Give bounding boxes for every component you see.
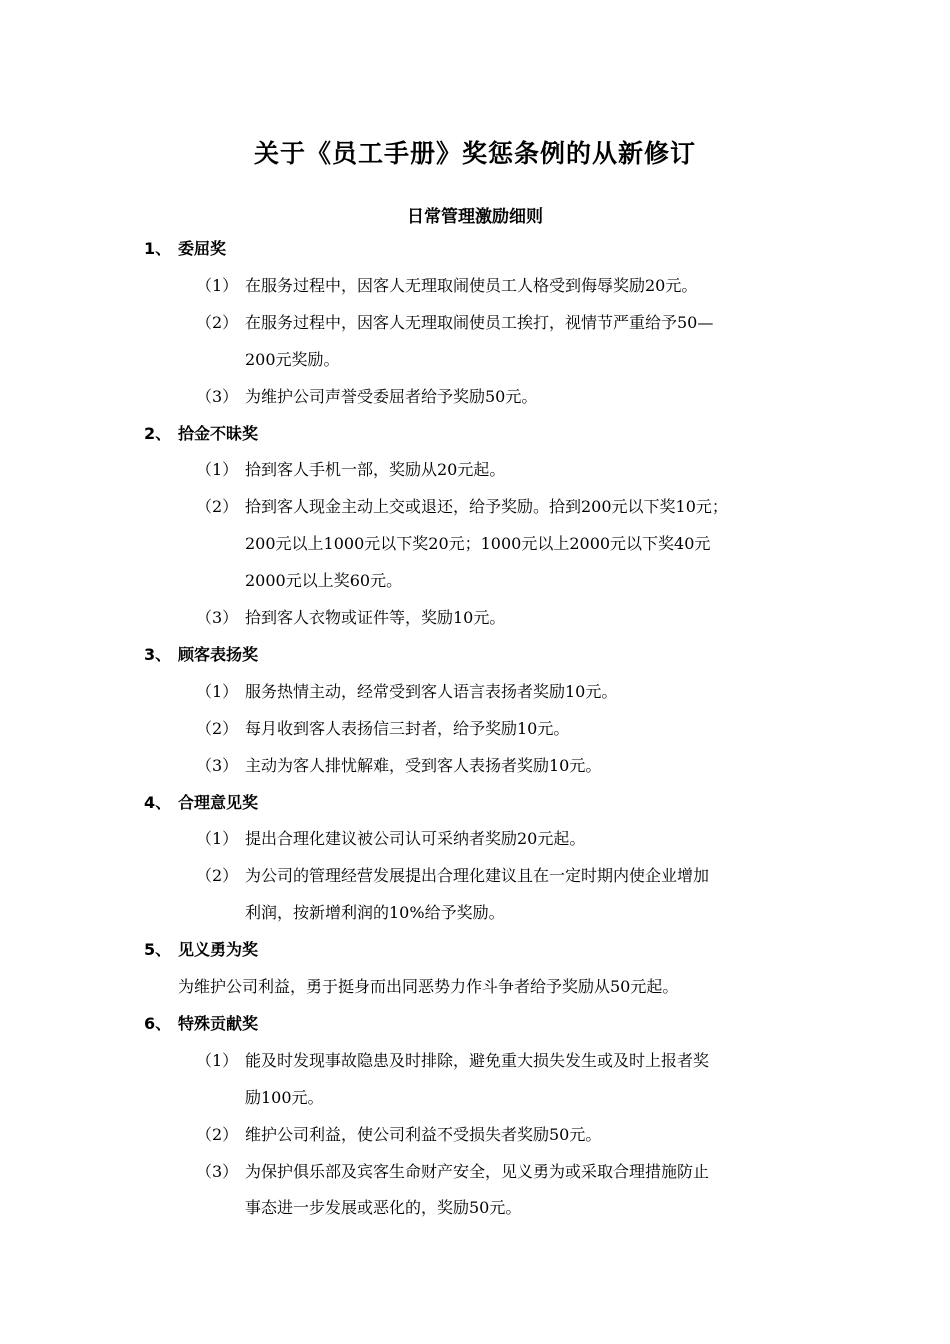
item-text-line: 200元以上1000元以下奖20元；1000元以上2000元以下奖40元 [245, 534, 711, 554]
section-heading [144, 644, 258, 666]
item-text-line: 2000元以上奖60元。 [245, 571, 403, 591]
item-marker: （1） [196, 275, 239, 295]
item-marker: （2） [196, 718, 239, 738]
section-number: 3、 [144, 644, 172, 664]
item-text-line: 能及时发现事故隐患及时排除，避免重大损失发生或及时上报者奖 [245, 1050, 710, 1070]
item-marker: （3） [196, 386, 239, 406]
item-text-line: 拾到客人手机一部，奖励从20元起。 [245, 460, 506, 480]
item-marker: （1） [196, 681, 239, 701]
section-title: 特殊贡献奖 [178, 1013, 259, 1033]
section-heading [144, 423, 258, 445]
item-marker: （2） [196, 866, 239, 886]
item-marker: （1） [196, 460, 239, 480]
item-text-line: 为保护俱乐部及宾客生命财产安全，见义勇为或采取合理措施防止 [245, 1161, 710, 1181]
section-heading [144, 238, 226, 260]
section-number: 5、 [144, 940, 172, 960]
section-number: 6、 [144, 1013, 172, 1033]
section-number: 4、 [144, 792, 172, 812]
item-text-line: 为公司的管理经营发展提出合理化建议且在一定时期内使企业增加 [245, 866, 710, 886]
item-text-line: 在服务过程中，因客人无理取闹使员工人格受到侮辱奖励20元。 [245, 275, 698, 295]
item-text-line: 主动为客人排忧解难，受到客人表扬者奖励10元。 [245, 755, 602, 775]
section-heading [144, 792, 258, 814]
section-title: 合理意见奖 [178, 792, 259, 812]
item-marker: （2） [196, 497, 239, 517]
section-title: 委屈奖 [178, 239, 227, 258]
section-paragraph: 为维护公司利益，勇于挺身而出同恶势力作斗争者给予奖励从50元起。 [178, 977, 679, 996]
document-subtitle: 日常管理激励细则 [407, 207, 543, 227]
section-title: 见义勇为奖 [178, 940, 259, 960]
item-text-line: 拾到客人现金主动上交或退还，给予奖励。拾到200元以下奖10元； [245, 497, 728, 517]
section-title: 顾客表扬奖 [178, 644, 259, 664]
item-marker: （1） [196, 1050, 239, 1070]
item-text-line: 在服务过程中，因客人无理取闹使员工挨打，视情节严重给予50— [245, 312, 714, 332]
item-text-line: 维护公司利益，使公司利益不受损失者奖励50元。 [245, 1124, 602, 1144]
item-text-line: 200元奖励。 [245, 349, 340, 369]
document-title: 关于《员工手册》奖惩条例的从新修订 [253, 139, 696, 168]
item-marker: （2） [196, 312, 239, 332]
item-marker: （3） [196, 1161, 239, 1181]
item-text-line: 拾到客人衣物或证件等，奖励10元。 [245, 608, 506, 627]
item-text-line: 服务热情主动，经常受到客人语言表扬者奖励10元。 [245, 681, 618, 701]
item-marker: （2） [196, 1124, 239, 1144]
item-text-line: 为维护公司声誉受委屈者给予奖励50元。 [245, 386, 538, 406]
item-marker: （3） [196, 608, 239, 627]
item-text-line: 励100元。 [245, 1087, 324, 1107]
item-text-line: 提出合理化建议被公司认可采纳者奖励20元起。 [245, 829, 586, 849]
section-number: 1、 [144, 239, 172, 258]
section-title: 拾金不昧奖 [178, 423, 259, 443]
item-text-line: 利润，按新增利润的10%给予奖励。 [245, 903, 505, 923]
item-text-line: 事态进一步发展或恶化的，奖励50元。 [245, 1198, 522, 1218]
item-text-line: 每月收到客人表扬信三封者，给予奖励10元。 [245, 718, 570, 738]
section-number: 2、 [144, 423, 172, 443]
item-marker: （3） [196, 755, 239, 775]
section-heading [144, 1013, 258, 1035]
item-marker: （1） [196, 829, 239, 849]
section-heading [144, 939, 258, 961]
